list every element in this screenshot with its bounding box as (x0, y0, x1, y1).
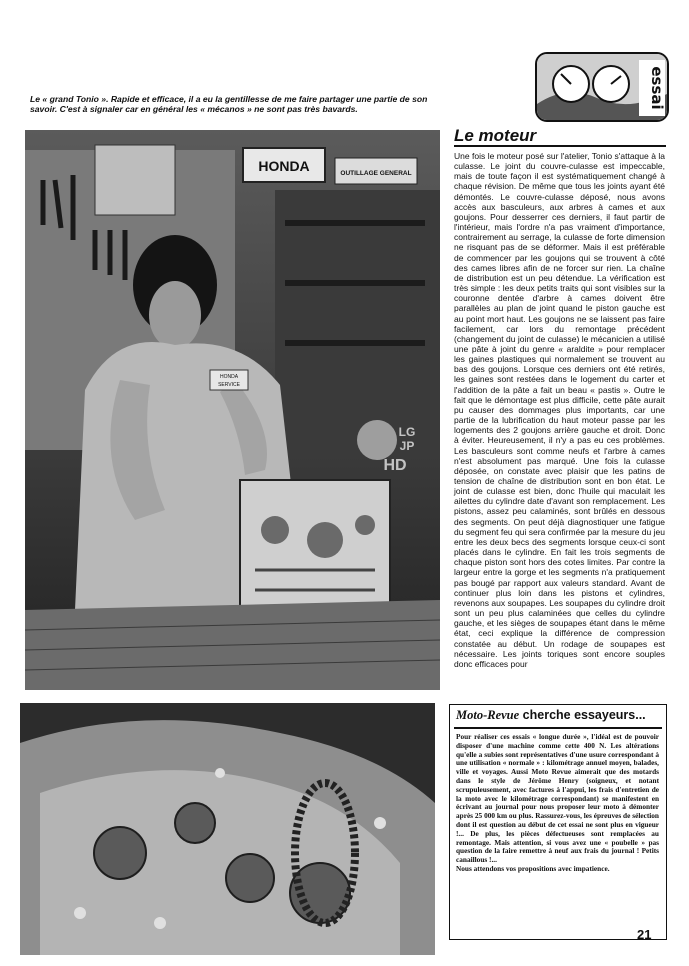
box-body (456, 733, 659, 874)
svg-text:HD: HD (383, 457, 407, 474)
article-body: Une fois le moteur posé sur l'atelier, Tonio s'attaque à la culasse. Le joint du couvre-culasse est impeccable, mais de toute façon il est systématiquement changé à chaque révision. De même que tous les joints ayant été démontés. Le couvre-culasse déposé, nous avons accès aux basculeurs, aux arbres à cames et aux goujons. Pour desserrer ces derniers, il faut partir de l'intérieur, mais l'ordre n'a pas vraiment d'importance, contrairement au serrage, la culasse de forte dimension ne risquant pas de se déformer. Mais il est préférable de commencer par les goujons qui se trouvent à côté des cames libres afin de ne forcer sur rien. La chaîne de distribution est un peu détendue. La vérification est très simple : les deux petits traits qui sont visibles sur la couronne dentée d'arbre à cames doivent être parallèles au plan de joint quand le piston gauche est au point mort haut. Les goujons ne se laissent pas faire facilement, car lors du remontage précédent (changement du joint de culasse) le mécanicien a utilisé une pâte à joint du genre « araldite » pour remplacer les gaines plastiques qui normalement se trouvent au bas des goujons. Lorsque ces derniers ont été retirés, les gaines sont restées dans le logement du carter et l'addition de la pâte a fait un beau « pastis ». Outre le fait que le démontage est plus difficile, cette pâte aurait pu causer des dommages plus importants, car une partie de la lubrification du haut moteur passe par les logements des 2 goujons arrière gauche et droit. Donc à éviter. Heureusement, il n'y a pas eu ces problèmes. Les basculeurs sont comme neufs et l'arbre à cames n'est absolument pas marqué. Une fois la culasse déposée, on constate avec plaisir que les patins de tension de chaîne de distribution sont en bon état. Le joint de culasse est bien, donc l'huile qui maculait les ailettes du cylindre date d'avant son remplacement. Les pistons, assez peu calaminés, sont brûlés en dessous des segments. On peut déjà diagnostiquer une fatigue du segment feu qui sera confirmée par la mesure du jeu entre les deux becs des segments lorsque ceux-ci sont placés dans le cylindre. En fait les trois segments de chaque piston sont hors des cotes limites. Par contre la largeur entre la gorge et les segments n'a pratiquement pas bougé par rapport aux valeurs standard. Avant de continuer plus loin dans les pistons et cylindres, revenons aux soupapes. Les soupapes du cylindre droit sont un peu plus calaminées que celles du cylindre gauche, et les sièges de soupapes étant dans le même état, ceci explique la différence de compression constatée au début. Un rodage de soupapes est nécessaire. Les joints toriques sont encore souples donc efficaces pour (454, 151, 665, 669)
title-divider (454, 145, 666, 147)
svg-text:JP: JP (399, 439, 415, 453)
logo-text: essai (648, 66, 666, 110)
recruitment-box (449, 704, 667, 940)
box-title (456, 708, 646, 723)
page-number: 21 (637, 927, 652, 942)
svg-text:LG: LG (398, 425, 416, 439)
box-closing: Nous attendons vos propositions avec impatience. (456, 863, 610, 873)
honda-sign: HONDA (258, 158, 310, 174)
lgjphd-watermark (355, 414, 425, 476)
outillage-sign: OUTILLAGE GENERAL (340, 170, 412, 177)
box-divider (454, 727, 662, 729)
mechanic-photo (25, 130, 440, 690)
article-title: Le moteur (454, 126, 537, 145)
box-body-text: Pour réaliser ces essais « longue durée », l'idéal est de pouvoir disposer d'une machine comme cette 400 N. Les altérations qu'elle a subies sont représentatives d'une usure correspondant à une utilisation « normale » : kilométrage annuel moyen, balades, ville et voyages. Aussi Moto Revue aimerait que des motards dans le style de Jérôme Henry (soigneux, et notant scrupuleusement, avec factures à l'appui, les frais d'entretien de la moto avec le kilométrage correspondant) se manifestent en écrivant au journal pour nous proposer leur moto à démonter après 25 000 km ou plus. Rassurez-vous, les épreuves de sélection dont il est question au début de cet essai ne sont plus en vigueur !... De plus, les pièces défectueuses sont remplacées au remontage. Mais attention, si vous avez une « poubelle » pas question de la faire remettre à neuf aux frais du journal ! Petits canaillous !... (456, 732, 659, 865)
box-title-rest: cherche essayeurs... (519, 708, 646, 722)
badge-line2: SERVICE (218, 382, 240, 388)
engine-photo (20, 703, 435, 955)
photo-caption: Le « grand Tonio ». Rapide et efficace, il a eu la gentillesse de me faire partager une partie de son savoir. C'est à signaler car en général les « mécanos » ne sont pas très bavards. (30, 94, 428, 114)
box-title-brand: Moto-Revue (456, 708, 520, 722)
essai-logo (535, 52, 669, 122)
badge-line1: HONDA (219, 374, 239, 380)
watermark-portrait-icon (357, 420, 397, 460)
dashboard-gauges-icon (537, 54, 667, 120)
